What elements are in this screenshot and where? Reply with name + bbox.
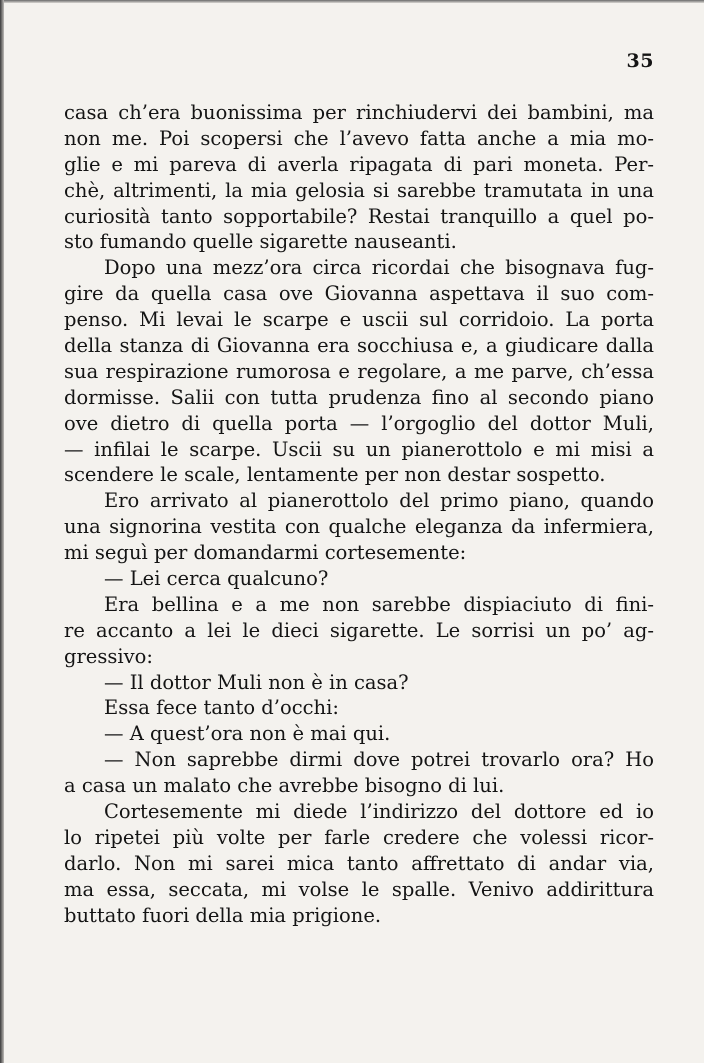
body-text — [64, 100, 654, 929]
page-top-edge — [0, 0, 704, 3]
text-line: — Non saprebbe dirmi dove potrei trovarlo ora? Ho — [104, 748, 654, 772]
text-line: dormisse. Salii con tutta prudenza fino al secondo piano — [64, 385, 654, 409]
text-line: casa ch’era buonissima per rinchiudervi dei bambini, ma — [64, 101, 654, 124]
text-line: scendere le scale, lentamente per non destar sospetto. — [64, 463, 606, 487]
text-line: — Lei cerca qualcuno? — [104, 567, 329, 591]
text-line: curiosità tanto sopportabile? Restai tranquillo a quel po- — [64, 204, 654, 228]
text-line: glie e mi pareva di averla ripagata di pari moneta. Per- — [64, 152, 654, 176]
text-line: Era bellina e a me non sarebbe dispiaciuto di fini- — [104, 592, 654, 616]
text-line: ove dietro di quella porta — l’orgoglio del dottor Muli, — [64, 411, 654, 435]
text-line: — Il dottor Muli non è in casa? — [104, 670, 409, 694]
text-line: chè, altrimenti, la mia gelosia si sarebbe tramutata in una — [64, 178, 654, 202]
text-line: Ero arrivato al pianerottolo del primo piano, quando — [104, 489, 654, 513]
text-line: Cortesemente mi diede l’indirizzo del dottore ed io — [104, 800, 654, 824]
text-line: ma essa, seccata, mi volse le spalle. Venivo addirittura — [64, 877, 654, 901]
text-line: darlo. Non mi sarei mica tanto affrettato di andar via, — [64, 851, 654, 875]
text-line: re accanto a lei le dieci sigarette. Le sorrisi un po’ ag- — [64, 618, 654, 642]
text-line: sua respirazione rumorosa e regolare, a me parve, ch’essa — [64, 359, 654, 383]
text-line: — A quest’ora non è mai qui. — [104, 722, 391, 746]
text-line: gire da quella casa ove Giovanna aspettava il suo com- — [64, 282, 654, 306]
text-line: Essa fece tanto d’occhi: — [104, 696, 339, 720]
text-line: sto fumando quelle sigarette nauseanti. — [64, 230, 457, 254]
page-number: 35 — [626, 50, 654, 72]
text-line: della stanza di Giovanna era socchiusa e, a giudicare dalla — [64, 334, 654, 358]
text-line: a casa un malato che avrebbe bisogno di lui. — [64, 774, 505, 798]
text-line: penso. Mi levai le scarpe e uscii sul corridoio. La porta — [64, 308, 654, 332]
text-line: buttato fuori della mia prigione. — [64, 903, 382, 927]
text-line: mi seguì per domandarmi cortesemente: — [64, 541, 467, 565]
text-line: una signorina vestita con qualche eleganza da infermiera, — [64, 515, 654, 539]
text-line: — infilai le scarpe. Uscii su un pianerottolo e mi misi a — [64, 437, 654, 461]
text-line: lo ripetei più volte per farle credere che volessi ricor- — [64, 825, 654, 849]
page-left-edge — [0, 0, 4, 1063]
text-line: non me. Poi scopersi che l’avevo fatta anche a mia mo- — [64, 126, 654, 150]
text-line: gressivo: — [64, 644, 153, 668]
text-line: Dopo una mezz’ora circa ricordai che bisognava fug- — [104, 256, 654, 280]
